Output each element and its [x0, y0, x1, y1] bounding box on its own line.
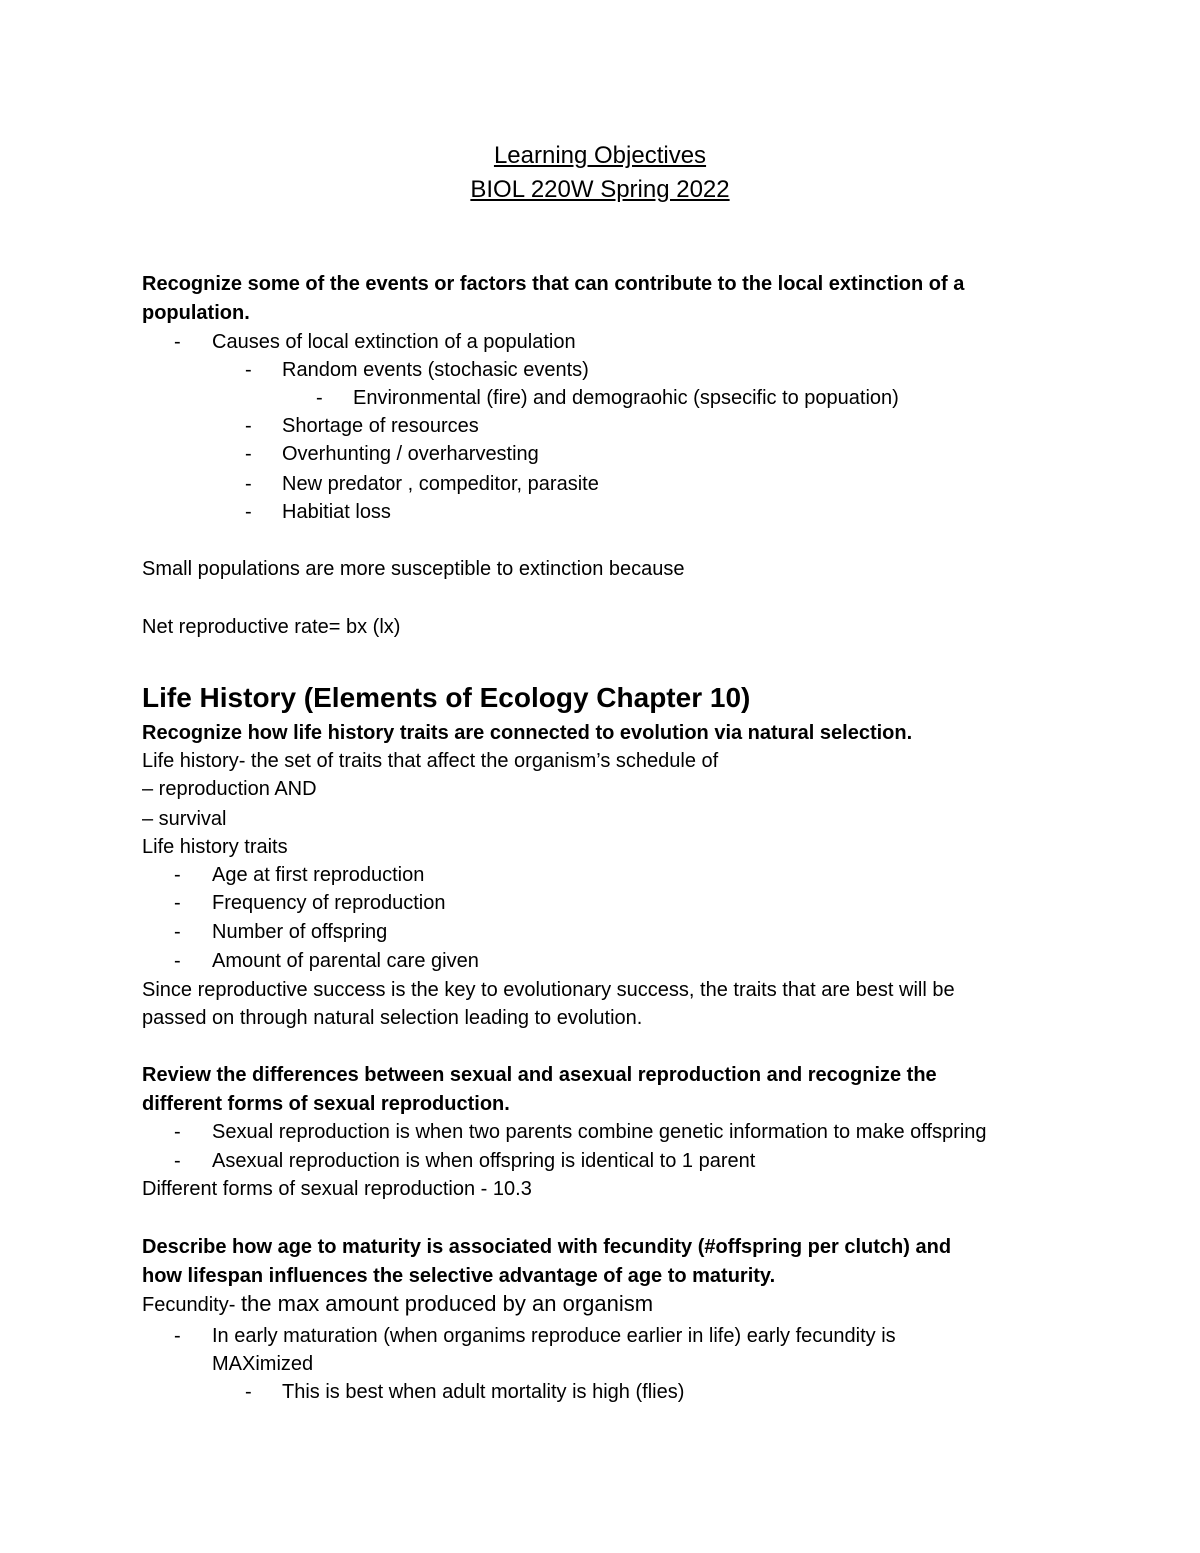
- bullet-dash: -: [245, 359, 252, 381]
- list-item-text: New predator , compeditor, parasite: [282, 473, 599, 495]
- doc-subtitle: BIOL 220W Spring 2022: [470, 176, 730, 203]
- list-item-text: MAXimized: [212, 1353, 314, 1375]
- list-item-text: Amount of parental care given: [212, 950, 479, 972]
- section4-heading-line2: how lifespan influences the selective advantage of age to maturity.: [142, 1265, 776, 1287]
- list-item-text: Overhunting / overharvesting: [282, 443, 539, 465]
- bullet-dash: -: [174, 864, 181, 886]
- list-item-text: Asexual reproduction is when offspring is identical to 1 parent: [212, 1150, 756, 1172]
- bullet-dash: -: [174, 921, 181, 943]
- paragraph: – reproduction AND: [142, 778, 317, 800]
- doc-title: Learning Objectives: [493, 142, 707, 169]
- paragraph: Life history- the set of traits that affect the organism’s schedule of: [142, 750, 719, 772]
- list-item-text: Age at first reproduction: [212, 864, 425, 886]
- paragraph: Net reproductive rate= bx (lx): [142, 616, 401, 638]
- list-item-text: Sexual reproduction is when two parents combine genetic information to make offspring: [212, 1121, 987, 1143]
- list-item-text: Causes of local extinction of a population: [212, 331, 576, 353]
- paragraph: Different forms of sexual reproduction - 10.3: [142, 1178, 532, 1200]
- bullet-dash: -: [245, 443, 252, 465]
- list-item-text: Habitiat loss: [282, 501, 391, 523]
- section1-heading-line2: population.: [142, 302, 250, 324]
- paragraph: passed on through natural selection leading to evolution.: [142, 1007, 643, 1029]
- bullet-dash: -: [174, 950, 181, 972]
- list-item-text: In early maturation (when organims reproduce earlier in life) early fecundity is: [212, 1325, 896, 1347]
- section2-heading: Recognize how life history traits are connected to evolution via natural selection.: [142, 722, 913, 744]
- bullet-dash: -: [316, 387, 323, 409]
- bullet-dash: -: [174, 1150, 181, 1172]
- section4-heading-line1: Describe how age to maturity is associated with fecundity (#offspring per clutch) and: [142, 1236, 952, 1258]
- fecundity-definition: [142, 1290, 653, 1319]
- list-item-text: Shortage of resources: [282, 415, 479, 437]
- section3-heading-line2: different forms of sexual reproduction.: [142, 1093, 510, 1115]
- paragraph: Life history traits: [142, 836, 288, 858]
- paragraph: – survival: [142, 808, 227, 830]
- fecundity-text: the max amount produced by an organism: [240, 1291, 654, 1316]
- list-item-text: Frequency of reproduction: [212, 892, 446, 914]
- bullet-dash: -: [174, 1121, 181, 1143]
- paragraph: Since reproductive success is the key to evolutionary success, the traits that are best will be: [142, 979, 955, 1001]
- list-item-text: Random events (stochasic events): [282, 359, 589, 381]
- list-item-text: Number of offspring: [212, 921, 388, 943]
- bullet-dash: -: [174, 1325, 181, 1347]
- section1-heading-line1: Recognize some of the events or factors that can contribute to the local extinction of a: [142, 273, 965, 295]
- bullet-dash: -: [245, 501, 252, 523]
- bullet-dash: -: [174, 892, 181, 914]
- paragraph: Small populations are more susceptible to extinction because: [142, 558, 685, 580]
- list-item-text: This is best when adult mortality is high (flies): [282, 1381, 685, 1403]
- fecundity-label: Fecundity-: [142, 1294, 241, 1316]
- bullet-dash: -: [245, 473, 252, 495]
- bullet-dash: -: [245, 415, 252, 437]
- bullet-dash: -: [174, 331, 181, 353]
- section2-title: Life History (Elements of Ecology Chapter 10): [142, 682, 751, 713]
- list-item-text: Environmental (fire) and demograohic (spsecific to popuation): [353, 387, 899, 409]
- bullet-dash: -: [245, 1381, 252, 1403]
- section3-heading-line1: Review the differences between sexual and asexual reproduction and recognize the: [142, 1064, 937, 1086]
